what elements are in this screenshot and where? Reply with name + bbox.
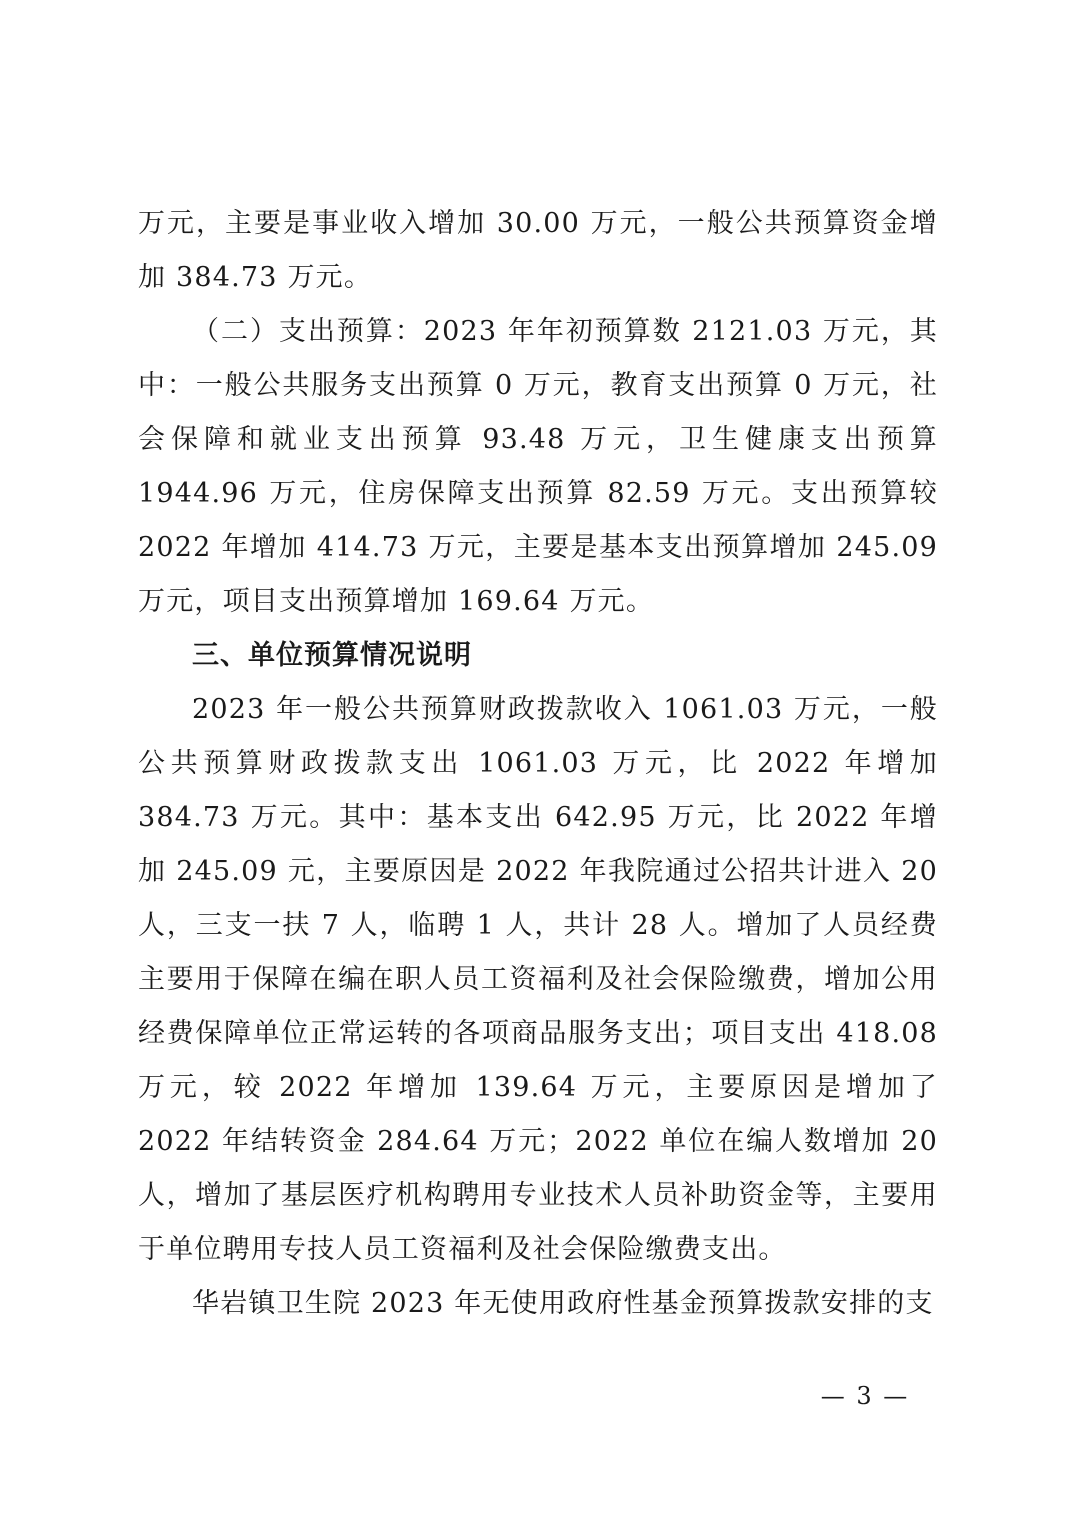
paragraph-unit-budget: 2023 年一般公共预算财政拨款收入 1061.03 万元，一般公共预算财政拨款支出 1061.03 万元，比 2022 年增加 384.73 万元。其中：基本支出 642.95 万元，比 2022 年增加 245.09 元，主要原因是 2022 年我院通过公招共计进入 20 人，三支一扶 7 人，临聘 1 人，共计 28 人。增加了人员经费主要用于保障在编在职人员工资福利及社会保险缴费，增加公用经费保障单位正常运转的各项商品服务支出；项目支出 418.08 万元，较 2022 年增加 139.64 万元，主要原因是增加了 2022 年结转资金 284.64 万元；2022 单位在编人数增加 20 人，增加了基层医疗机构聘用专业技术人员补助资金等，主要用于单位聘用专技人员工资福利及社会保险缴费支出。	[138, 694, 938, 1265]
paragraph-government-fund: 华岩镇卫生院 2023 年无使用政府性基金预算拨款安排的支	[192, 1288, 934, 1319]
section-heading: 三、单位预算情况说明	[192, 640, 472, 671]
page-number: — 3 —	[820, 1382, 910, 1410]
paragraph-expenditure-budget: （二）支出预算：2023 年年初预算数 2121.03 万元，其中：一般公共服务支出预算 0 万元，教育支出预算 0 万元，社会保障和就业支出预算 93.48 万元，卫生健康支出预算 1944.96 万元，住房保障支出预算 82.59 万元。支出预算较 2022 年增加 414.73 万元，主要是基本支出预算增加 245.09 万元，项目支出预算增加 169.64 万元。	[138, 316, 938, 617]
document-body	[138, 197, 938, 1331]
paragraph-income-continuation: 万元，主要是事业收入增加 30.00 万元，一般公共预算资金增加 384.73 万元。	[138, 208, 938, 293]
